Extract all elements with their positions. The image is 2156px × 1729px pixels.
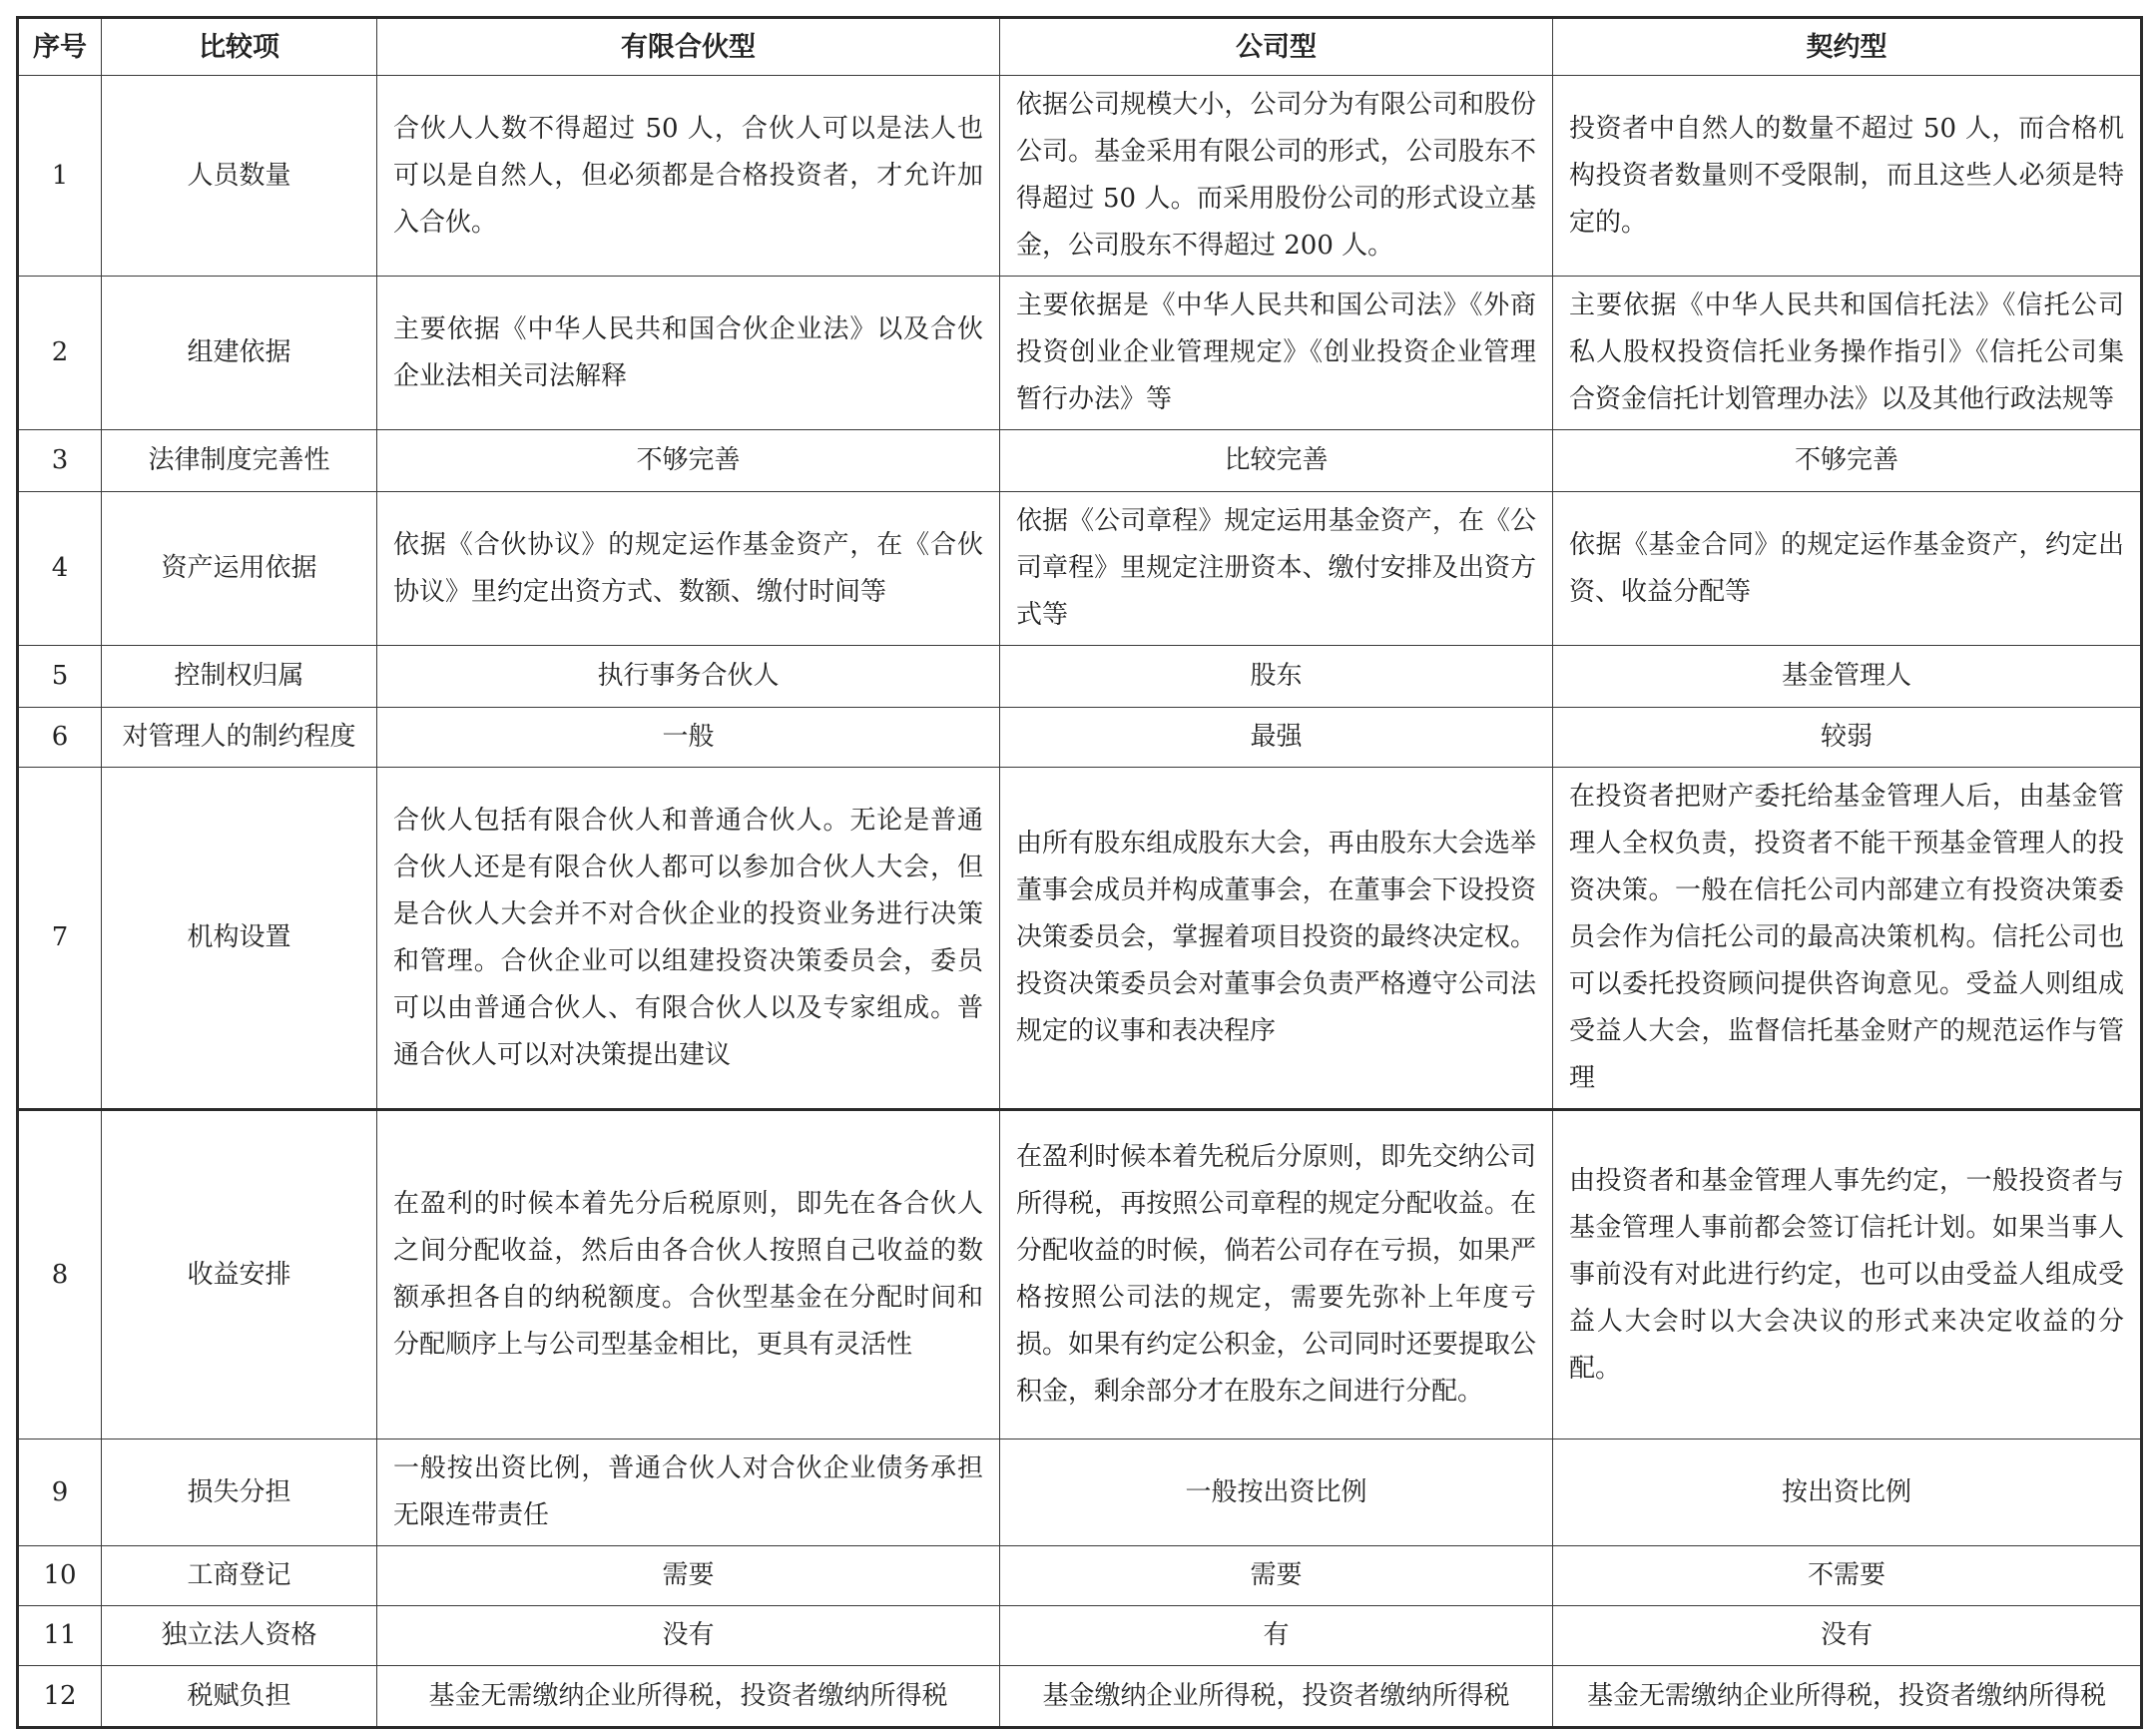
- cell-contract: 依据《基金合同》的规定运作基金资产，约定出资、收益分配等: [1553, 492, 2142, 646]
- cell-contract: 较弱: [1553, 708, 2142, 768]
- row-number: 4: [18, 492, 102, 646]
- table-row: [18, 1110, 2142, 1440]
- table-row: [18, 1546, 2142, 1606]
- cell-company: 主要依据是《中华人民共和国公司法》《外商投资创业企业管理规定》《创业投资企业管理暂行办法》等: [1000, 277, 1553, 430]
- row-number: 2: [18, 277, 102, 430]
- cell-contract: 基金无需缴纳企业所得税，投资者缴纳所得税: [1553, 1666, 2142, 1728]
- cell-company: 依据公司规模大小，公司分为有限公司和股份公司。基金采用有限公司的形式，公司股东不得超过 50 人。而采用股份公司的形式设立基金，公司股东不得超过 200 人。: [1000, 76, 1553, 277]
- row-item: 独立法人资格: [102, 1606, 377, 1666]
- cell-company: 有: [1000, 1606, 1553, 1666]
- cell-partnership: 基金无需缴纳企业所得税，投资者缴纳所得税: [377, 1666, 1000, 1728]
- row-item: 法律制度完善性: [102, 430, 377, 492]
- cell-partnership: 在盈利的时候本着先分后税原则，即先在各合伙人之间分配收益，然后由各合伙人按照自己收益的数额承担各自的纳税额度。合伙型基金在分配时间和分配顺序上与公司型基金相比，更具有灵活性: [377, 1110, 1000, 1440]
- cell-company: 基金缴纳企业所得税，投资者缴纳所得税: [1000, 1666, 1553, 1728]
- row-item: 机构设置: [102, 768, 377, 1110]
- cell-company: 一般按出资比例: [1000, 1440, 1553, 1546]
- table-row: [18, 430, 2142, 492]
- cell-contract: 基金管理人: [1553, 646, 2142, 708]
- cell-partnership: 没有: [377, 1606, 1000, 1666]
- cell-company: 在盈利时候本着先税后分原则，即先交纳公司所得税，再按照公司章程的规定分配收益。在分配收益的时候，倘若公司存在亏损，如果严格按照公司法的规定，需要先弥补上年度亏损。如果有约定公积金，公司同时还要提取公积金，剩余部分才在股东之间进行分配。: [1000, 1110, 1553, 1440]
- header-no: 序号: [18, 18, 102, 76]
- cell-partnership: 一般按出资比例，普通合伙人对合伙企业债务承担无限连带责任: [377, 1440, 1000, 1546]
- row-number: 10: [18, 1546, 102, 1606]
- row-number: 7: [18, 768, 102, 1110]
- cell-partnership: 合伙人人数不得超过 50 人，合伙人可以是法人也可以是自然人，但必须都是合格投资者，才允许加入合伙。: [377, 76, 1000, 277]
- table-row: [18, 646, 2142, 708]
- row-item: 控制权归属: [102, 646, 377, 708]
- cell-contract: 主要依据《中华人民共和国信托法》《信托公司私人股权投资信托业务操作指引》《信托公司集合资金信托计划管理办法》以及其他行政法规等: [1553, 277, 2142, 430]
- cell-company: 比较完善: [1000, 430, 1553, 492]
- row-item: 税赋负担: [102, 1666, 377, 1728]
- row-number: 12: [18, 1666, 102, 1728]
- cell-contract: 投资者中自然人的数量不超过 50 人，而合格机构投资者数量则不受限制，而且这些人必须是特定的。: [1553, 76, 2142, 277]
- header-row: [18, 18, 2142, 76]
- row-number: 8: [18, 1110, 102, 1440]
- row-item: 收益安排: [102, 1110, 377, 1440]
- cell-partnership: 合伙人包括有限合伙人和普通合伙人。无论是普通合伙人还是有限合伙人都可以参加合伙人大会，但是合伙人大会并不对合伙企业的投资业务进行决策和管理。合伙企业可以组建投资决策委员会，委员可以由普通合伙人、有限合伙人以及专家组成。普通合伙人可以对决策提出建议: [377, 768, 1000, 1110]
- row-number: 11: [18, 1606, 102, 1666]
- table-row: [18, 768, 2142, 1110]
- cell-contract: 按出资比例: [1553, 1440, 2142, 1546]
- cell-contract: 不需要: [1553, 1546, 2142, 1606]
- cell-company: 需要: [1000, 1546, 1553, 1606]
- row-item: 资产运用依据: [102, 492, 377, 646]
- table-row: [18, 277, 2142, 430]
- cell-partnership: 执行事务合伙人: [377, 646, 1000, 708]
- cell-company: 由所有股东组成股东大会，再由股东大会选举董事会成员并构成董事会，在董事会下设投资决策委员会，掌握着项目投资的最终决定权。投资决策委员会对董事会负责严格遵守公司法规定的议事和表决程序: [1000, 768, 1553, 1110]
- cell-partnership: 主要依据《中华人民共和国合伙企业法》以及合伙企业法相关司法解释: [377, 277, 1000, 430]
- table-row: [18, 708, 2142, 768]
- row-item: 损失分担: [102, 1440, 377, 1546]
- row-number: 3: [18, 430, 102, 492]
- cell-company: 依据《公司章程》规定运用基金资产，在《公司章程》里规定注册资本、缴付安排及出资方式等: [1000, 492, 1553, 646]
- cell-company: 最强: [1000, 708, 1553, 768]
- row-number: 1: [18, 76, 102, 277]
- row-number: 5: [18, 646, 102, 708]
- cell-partnership: 一般: [377, 708, 1000, 768]
- comparison-table-container: [16, 16, 2140, 1729]
- cell-contract: 没有: [1553, 1606, 2142, 1666]
- fund-comparison-table: [16, 16, 2143, 1729]
- row-item: 对管理人的制约程度: [102, 708, 377, 768]
- row-item: 组建依据: [102, 277, 377, 430]
- cell-contract: 不够完善: [1553, 430, 2142, 492]
- table-row: [18, 492, 2142, 646]
- header-contract: 契约型: [1553, 18, 2142, 76]
- cell-partnership: 依据《合伙协议》的规定运作基金资产，在《合伙协议》里约定出资方式、数额、缴付时间等: [377, 492, 1000, 646]
- table-row: [18, 76, 2142, 277]
- cell-partnership: 不够完善: [377, 430, 1000, 492]
- row-number: 9: [18, 1440, 102, 1546]
- table-row: [18, 1666, 2142, 1728]
- cell-partnership: 需要: [377, 1546, 1000, 1606]
- table-row: [18, 1606, 2142, 1666]
- header-item: 比较项: [102, 18, 377, 76]
- header-partnership: 有限合伙型: [377, 18, 1000, 76]
- row-number: 6: [18, 708, 102, 768]
- row-item: 工商登记: [102, 1546, 377, 1606]
- cell-contract: 由投资者和基金管理人事先约定，一般投资者与基金管理人事前都会签订信托计划。如果当事人事前没有对此进行约定，也可以由受益人组成受益人大会时以大会决议的形式来决定收益的分配。: [1553, 1110, 2142, 1440]
- table-row: [18, 1440, 2142, 1546]
- header-company: 公司型: [1000, 18, 1553, 76]
- cell-contract: 在投资者把财产委托给基金管理人后，由基金管理人全权负责，投资者不能干预基金管理人的投资决策。一般在信托公司内部建立有投资决策委员会作为信托公司的最高决策机构。信托公司也可以委托投资顾问提供咨询意见。受益人则组成受益人大会，监督信托基金财产的规范运作与管理: [1553, 768, 2142, 1110]
- cell-company: 股东: [1000, 646, 1553, 708]
- row-item: 人员数量: [102, 76, 377, 277]
